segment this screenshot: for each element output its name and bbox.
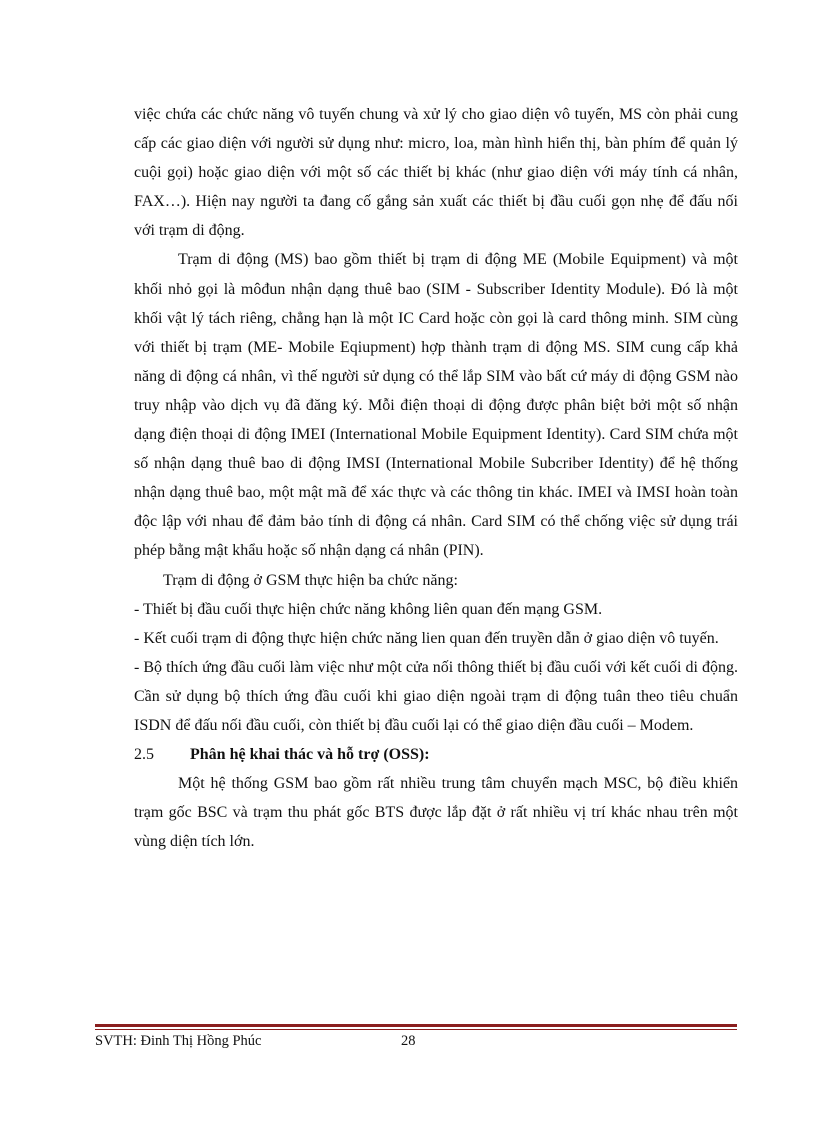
section-number: 2.5 <box>134 746 154 764</box>
list-item-adapter: - Bộ thích ứng đầu cuối làm việc như một cửa nối thông thiết bị đầu cuối với kết cuối di động. Cần sử dụng bộ thích ứng đầu cuối khi giao diện ngoài trạm di động tuân theo tiêu chuẩn ISDN để đấu nối đầu cuối, còn thiết bị đầu cuối lại có thể giao diện đầu cuối – Modem. <box>134 658 738 734</box>
footer-rule-thin <box>95 1029 737 1030</box>
footer-rule-thick <box>95 1024 737 1027</box>
list-item-termination: - Kết cuối trạm di động thực hiện chức năng lien quan đến truyền dẫn ở giao diện vô tuyến. <box>134 629 719 647</box>
list-item-terminal: - Thiết bị đầu cuối thực hiện chức năng không liên quan đến mạng GSM. <box>134 600 603 618</box>
page-footer <box>95 1033 737 1053</box>
paragraph-functions-intro: Trạm di động ở GSM thực hiện ba chức năng: <box>163 571 458 589</box>
paragraph-oss: Một hệ thống GSM bao gồm rất nhiều trung tâm chuyển mạch MSC, bộ điều khiển trạm gốc BSC và trạm thu phát gốc BTS được lắp đặt ở rất nhiều vị trí khác nhau trên một vùng diện tích lớn. <box>134 775 738 851</box>
section-title: Phân hệ khai thác và hỗ trợ (OSS): <box>190 746 430 764</box>
paragraph-ms-interfaces: việc chứa các chức năng vô tuyến chung và xử lý cho giao diện vô tuyến, MS còn phải cung cấp các giao diện với người sử dụng như: micro, loa, màn hình hiển thị, bàn phím để quản lý cuội gọi) hoặc giao diện với một số các thiết bị khác (như giao diện với máy tính cá nhân, FAX…). Hiện nay người ta đang cố gắng sản xuất các thiết bị đầu cuối gọn nhẹ để đấu nối với trạm di động. <box>134 106 738 240</box>
page-number: 28 <box>401 1033 416 1049</box>
page-body <box>134 100 738 856</box>
section-heading <box>134 740 738 769</box>
paragraph-ms-sim: Trạm di động (MS) bao gồm thiết bị trạm di động ME (Mobile Equipment) và một khối nhỏ gọi là môđun nhận dạng thuê bao (SIM - Subscriber Identity Module). Đó là một khối vật lý tách riêng, chẳng hạn là một IC Card hoặc còn gọi là card thông minh. SIM cùng với thiết bị trạm (ME- Mobile Eqiupment) hợp thành trạm di động MS. SIM cung cấp khả năng di động cá nhân, vì thế người sử dụng có thể lắp SIM vào bất cứ máy di động GSM nào truy nhập vào dịch vụ đã đăng ký. Mỗi điện thoại di động được phân biệt bởi một số nhận dạng điện thoại di động IMEI (International Mobile Equipment Identity). Card SIM chứa một số nhận dạng thuê bao di động IMSI (International Mobile Subcriber Identity) để hệ thống nhận dạng thuê bao, một mật mã để xác thực và các thông tin khác. IMEI và IMSI hoàn toàn độc lập với nhau để đảm bảo tính di động cá nhân. Card SIM có thể chống việc sử dụng trái phép bằng mật khẩu hoặc số nhận dạng cá nhân (PIN). <box>134 251 738 560</box>
footer-author: SVTH: Đinh Thị Hồng Phúc <box>95 1033 262 1049</box>
